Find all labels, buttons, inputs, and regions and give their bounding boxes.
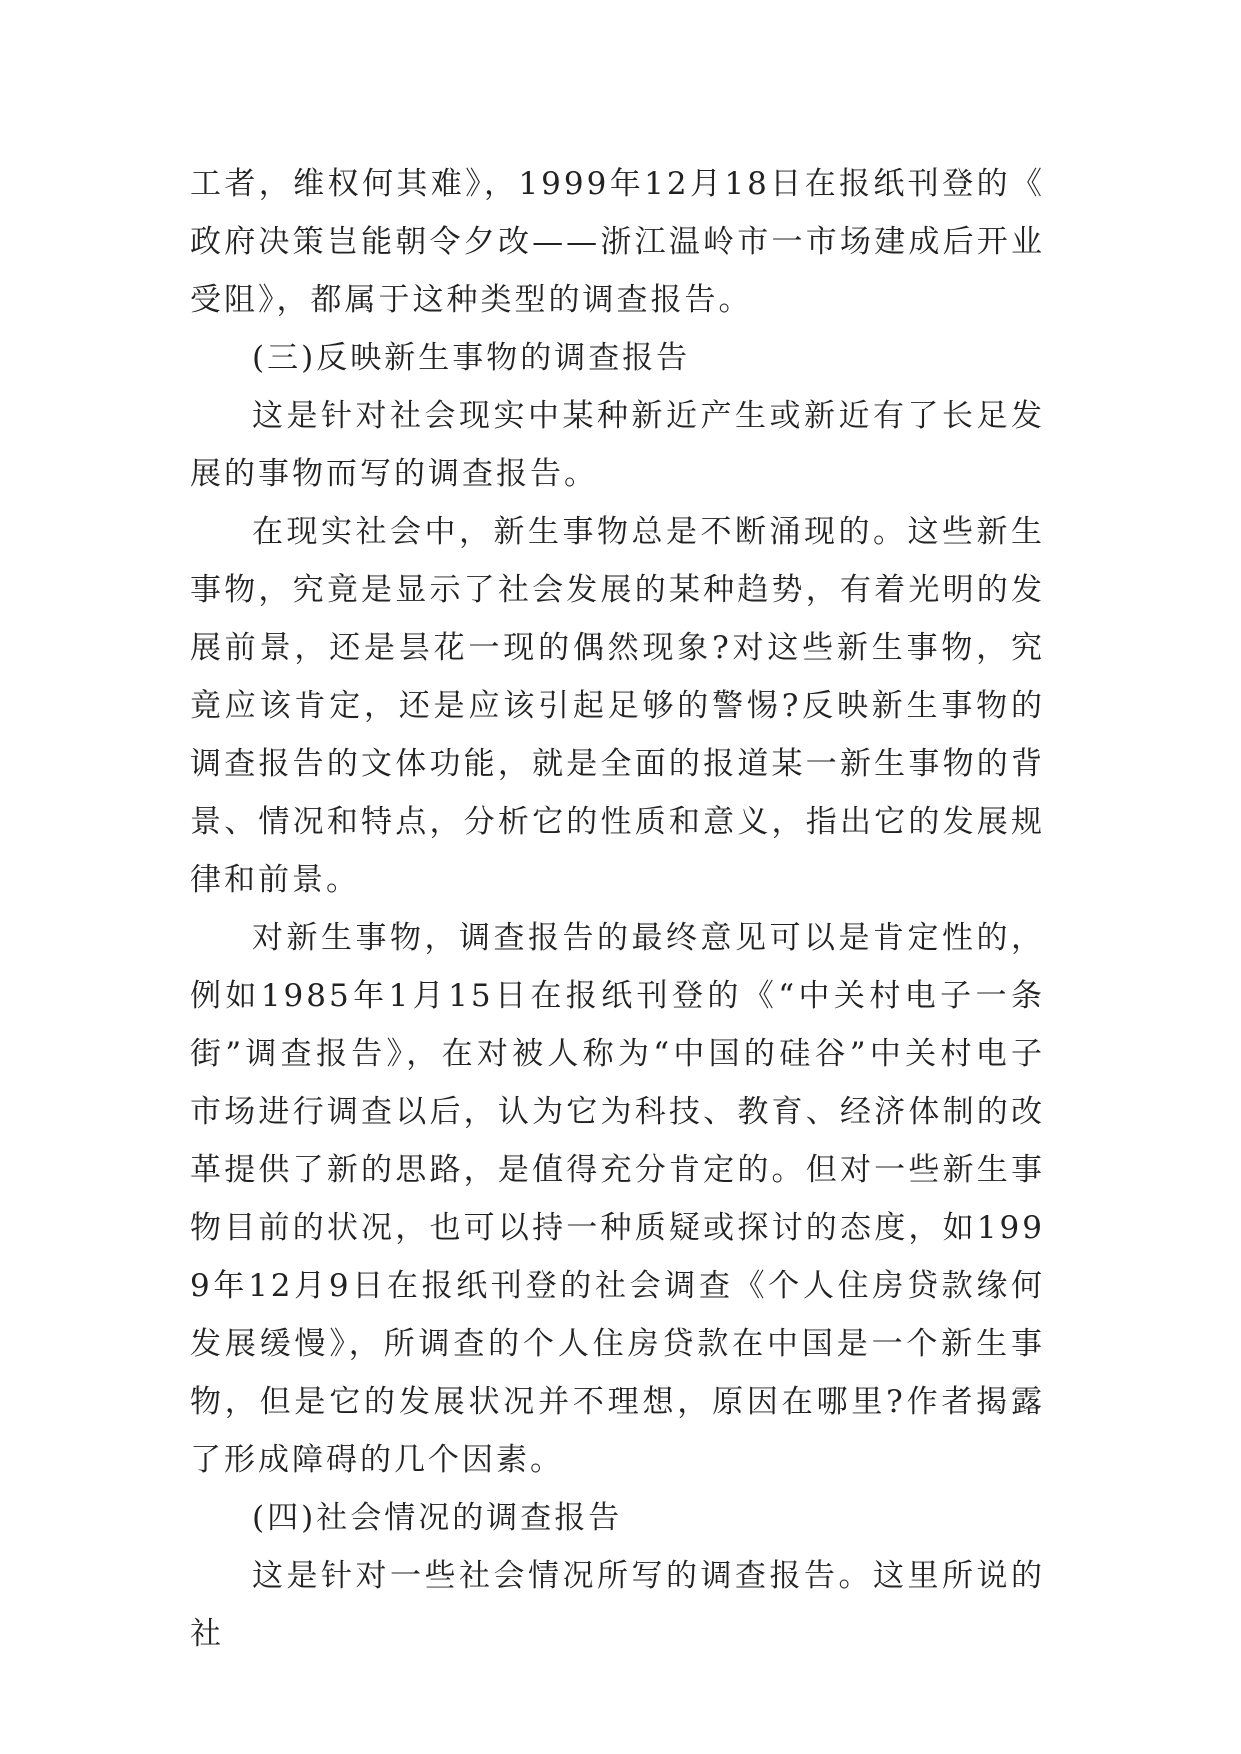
- section-heading-4: (四)社会情况的调查报告: [252, 1500, 623, 1536]
- paragraph-definition: 这是针对社会现实中某种新近产生或新近有了长足发展的事物而写的调查报告。: [190, 398, 1045, 492]
- section-heading-3: (三)反映新生事物的调查报告: [252, 340, 691, 376]
- paragraph-explanation: 在现实社会中，新生事物总是不断涌现的。这些新生事物，究竟是显示了社会发展的某种趋势，有着光明的发展前景，还是昙花一现的偶然现象?对这些新生事物，究竟应该肯定，还是应该引起足够的警惕?反映新生事物的调查报告的文体功能，就是全面的报道某一新生事物的背景、情况和特点，分析它的性质和意义，指出它的发展规律和前景。: [190, 514, 1045, 898]
- paragraph-examples: 对新生事物，调查报告的最终意见可以是肯定性的，例如1985年1月15日在报纸刊登的《“中关村电子一条街”调查报告》，在对被人称为“中国的硅谷”中关村电子市场进行调查以后，认为它为科技、教育、经济体制的改革提供了新的思路，是值得充分肯定的。但对一些新生事物目前的状况，也可以持一种质疑或探讨的态度，如1999年12月9日在报纸刊登的社会调查《个人住房贷款缘何发展缓慢》，所调查的个人住房贷款在中国是一个新生事物，但是它的发展状况并不理想，原因在哪里?作者揭露了形成障碍的几个因素。: [190, 920, 1045, 1478]
- paragraph-social-situation: 这是针对一些社会情况所写的调查报告。这里所说的社: [190, 1558, 1045, 1652]
- paragraph-continuation: 工者，维权何其难》，1999年12月18日在报纸刊登的《政府决策岂能朝令夕改——浙江温岭市一市场建成后开业受阻》，都属于这种类型的调查报告。: [190, 166, 1045, 318]
- document-body: [190, 155, 1045, 1663]
